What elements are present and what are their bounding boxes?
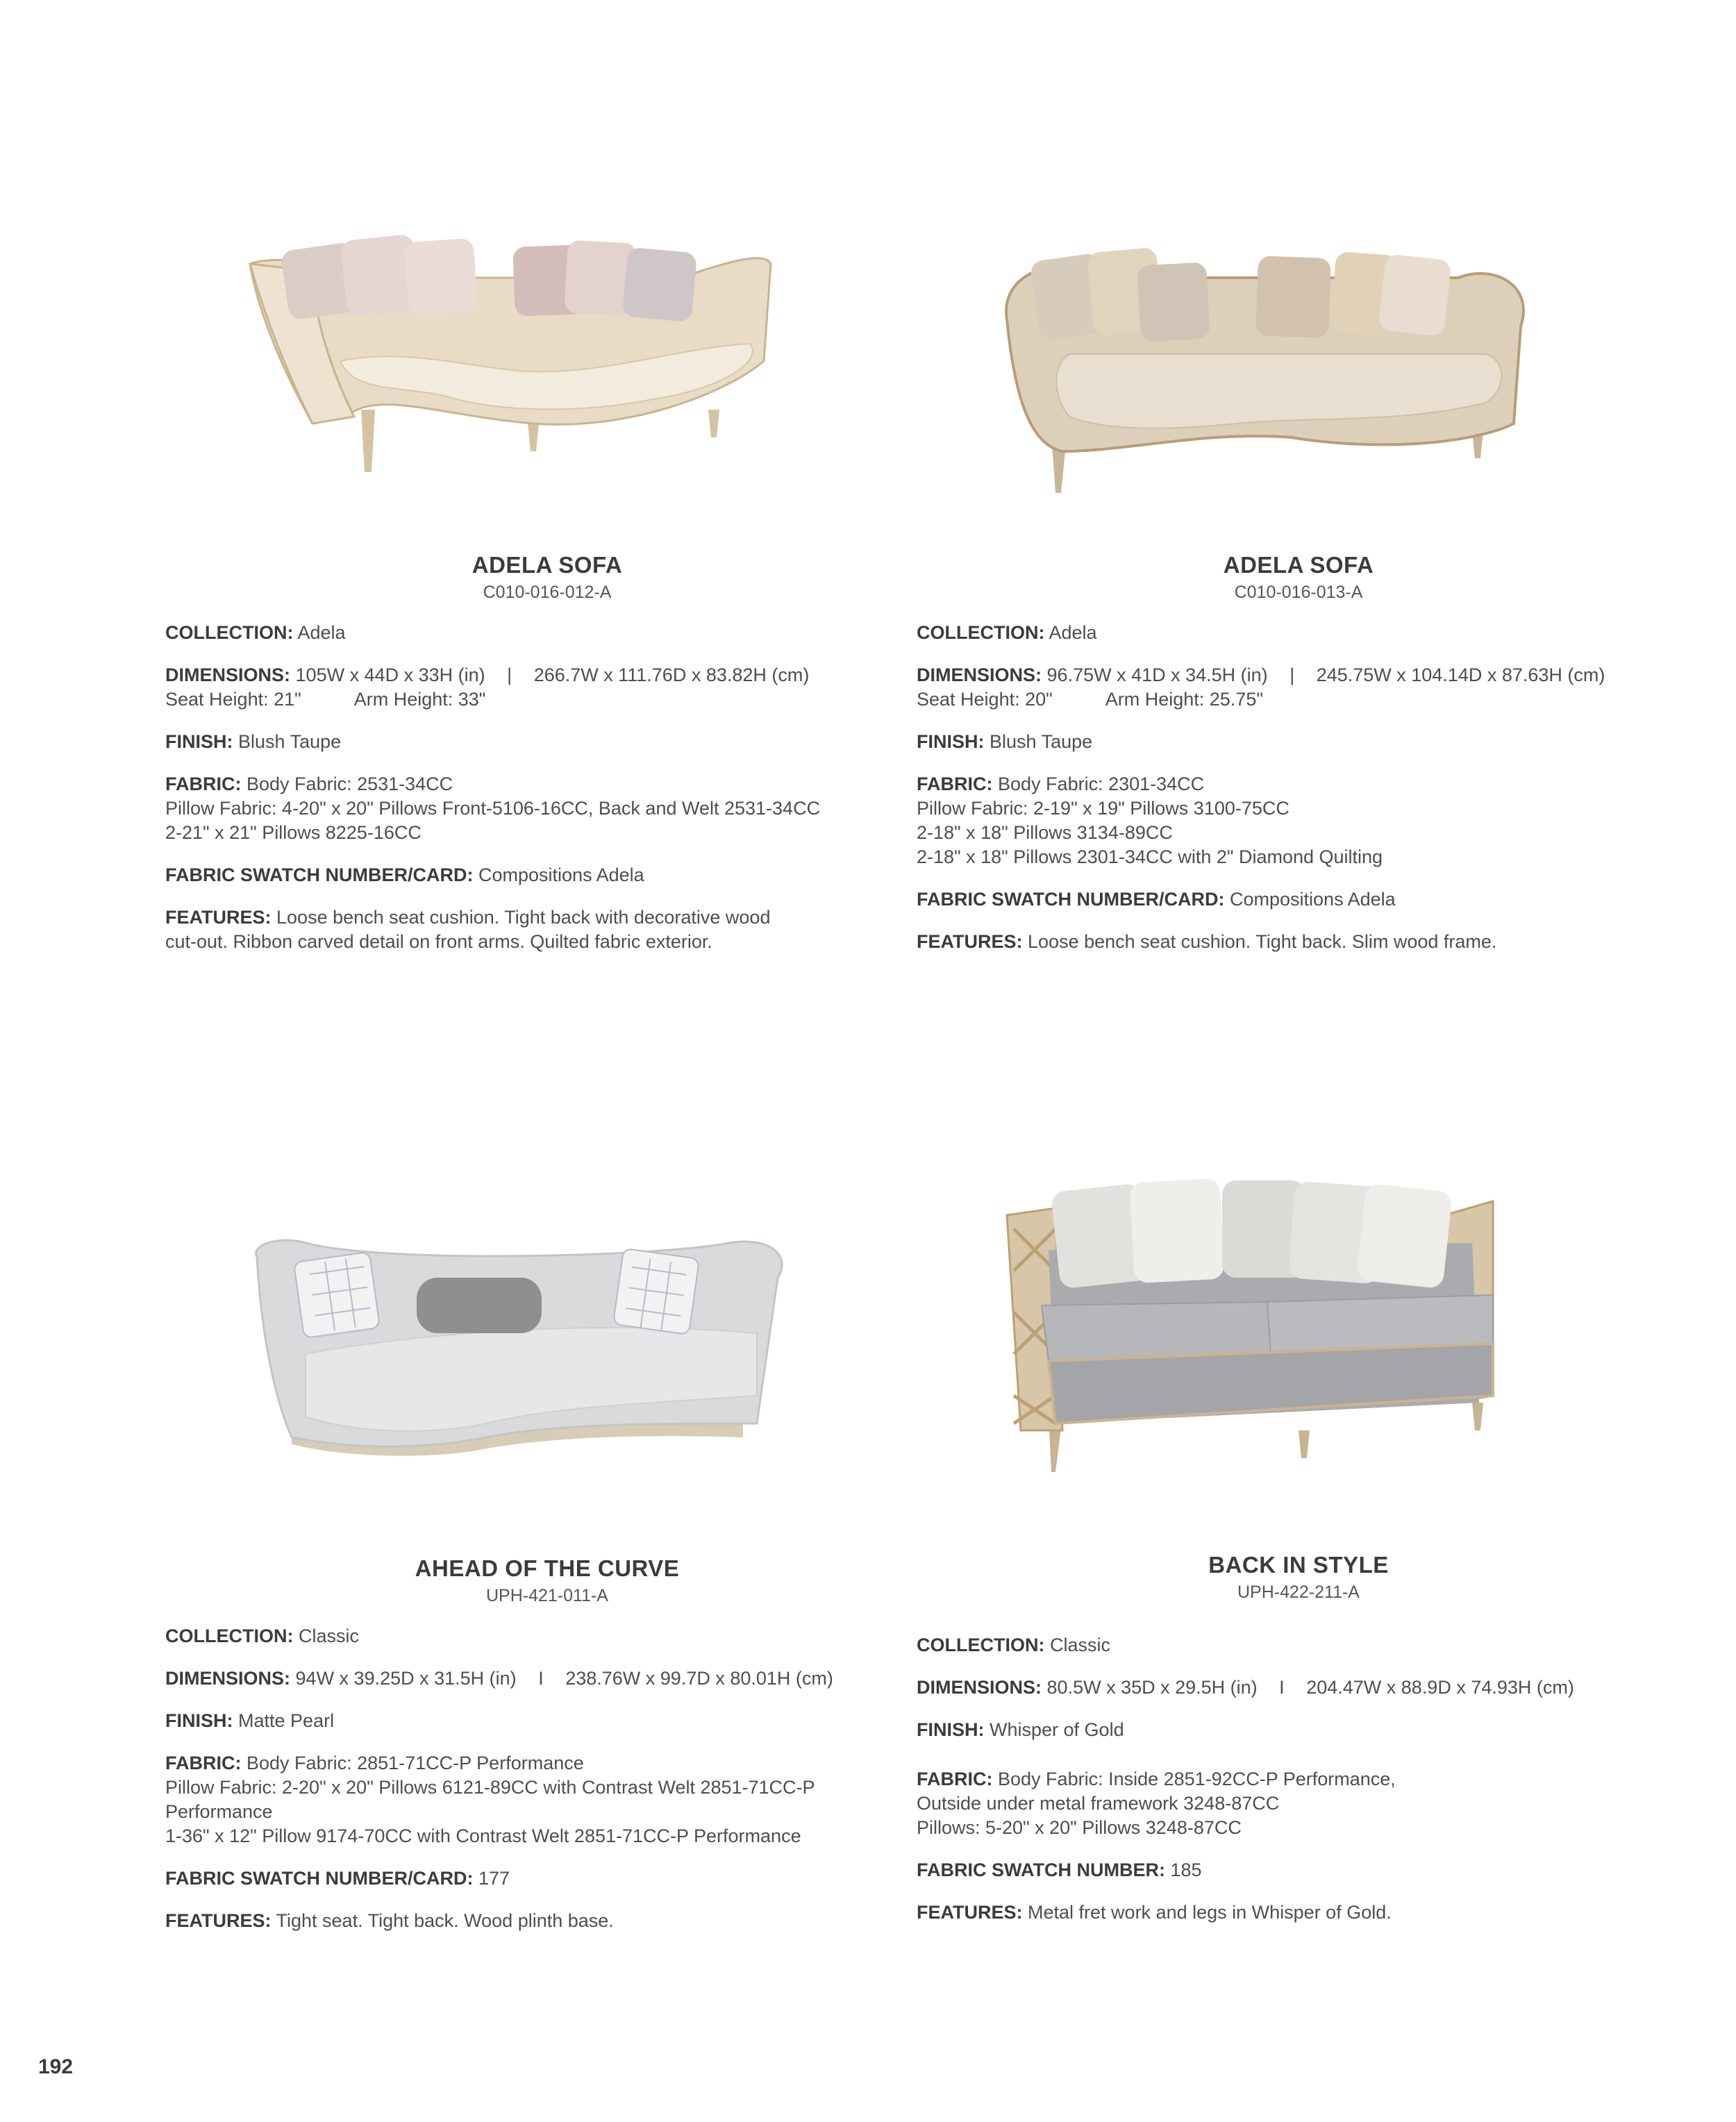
dimensions-cm: 245.75W x 104.14D x 87.63H (cm) — [1316, 665, 1605, 685]
features-field — [917, 930, 1680, 954]
features-line: Loose bench seat cushion. Tight back. Slim wood frame. — [1028, 931, 1497, 952]
product-sku: C010-016-013-A — [1234, 583, 1363, 602]
features-line: Metal fret work and legs in Whisper of Gold. — [1028, 1902, 1392, 1923]
swatch-label: FABRIC SWATCH NUMBER/CARD: — [165, 1868, 474, 1889]
swatch-value: 177 — [478, 1868, 510, 1889]
swatch-field — [165, 1866, 929, 1891]
finish-label: FINISH: — [917, 1719, 985, 1740]
product-card-adela-sofa-012 — [165, 552, 929, 954]
product-title: AHEAD OF THE CURVE — [415, 1555, 680, 1581]
collection-value: Adela — [297, 622, 346, 643]
swatch-label: FABRIC SWATCH NUMBER/CARD: — [165, 864, 474, 885]
product-photo-back-in-style — [993, 1167, 1535, 1479]
fabric-line: Pillow Fabric: 2-20" x 20" Pillows 6121-89CC with Contrast Welt 2851-71CC-P — [165, 1777, 815, 1798]
fabric-label: FABRIC: — [917, 1769, 993, 1789]
finish-field — [165, 730, 929, 754]
fabric-label: FABRIC: — [165, 1753, 242, 1773]
fabric-line: Body Fabric: Inside 2851-92CC-P Performance, — [998, 1769, 1396, 1789]
finish-field — [165, 1709, 929, 1733]
collection-value: Adela — [1049, 622, 1097, 643]
product-title: ADELA SOFA — [1223, 552, 1374, 578]
dimensions-label: DIMENSIONS: — [165, 665, 291, 685]
fabric-line: Body Fabric: 2301-34CC — [998, 774, 1205, 794]
collection-field — [917, 621, 1680, 645]
dimensions-field — [917, 663, 1680, 712]
product-card-back-in-style — [917, 1552, 1680, 1925]
dimensions-cm: 266.7W x 111.76D x 83.82H (cm) — [533, 665, 810, 685]
product-title: BACK IN STYLE — [1208, 1552, 1389, 1578]
swatch-value: 185 — [1170, 1860, 1202, 1880]
dimensions-field — [165, 663, 929, 712]
features-label: FEATURES: — [165, 1910, 272, 1931]
dimensions-inches: 80.5W x 35D x 29.5H (in) — [1046, 1677, 1258, 1698]
fabric-line: Performance — [165, 1801, 273, 1822]
collection-field — [165, 1624, 929, 1648]
finish-value: Blush Taupe — [238, 731, 342, 752]
seat-height: Seat Height: 20" — [917, 689, 1053, 710]
fabric-label: FABRIC: — [917, 774, 993, 794]
arm-height: Arm Height: 33" — [353, 689, 486, 710]
swatch-label: FABRIC SWATCH NUMBER: — [917, 1860, 1165, 1880]
finish-value: Matte Pearl — [238, 1710, 335, 1731]
features-label: FEATURES: — [917, 1902, 1023, 1923]
dimensions-label: DIMENSIONS: — [165, 1668, 291, 1689]
collection-value: Classic — [299, 1626, 360, 1646]
dimensions-field — [917, 1676, 1680, 1700]
product-card-ahead-of-the-curve — [165, 1555, 929, 1933]
collection-value: Classic — [1050, 1635, 1111, 1655]
fabric-line: 1-36" x 12" Pillow 9174-70CC with Contrast Welt 2851-71CC-P Performance — [165, 1826, 801, 1846]
fabric-line: Outside under metal framework 3248-87CC — [917, 1793, 1280, 1814]
collection-label: COLLECTION: — [165, 1626, 294, 1646]
fabric-line: Body Fabric: 2531-34CC — [247, 774, 453, 794]
collection-label: COLLECTION: — [165, 622, 294, 643]
swatch-value: Compositions Adela — [1230, 889, 1396, 910]
product-photo-ahead-of-the-curve — [243, 1215, 806, 1479]
features-line: cut-out. Ribbon carved detail on front arms. Quilted fabric exterior. — [165, 931, 712, 952]
fabric-line: Pillow Fabric: 4-20" x 20" Pillows Front-5106-16CC, Back and Welt 2531-34CC — [165, 798, 821, 819]
swatch-label: FABRIC SWATCH NUMBER/CARD: — [917, 889, 1225, 910]
fabric-line: 2-21" x 21" Pillows 8225-16CC — [165, 822, 422, 843]
product-sku: UPH-422-211-A — [1237, 1582, 1360, 1602]
product-card-adela-sofa-013 — [917, 552, 1680, 954]
collection-field — [917, 1633, 1680, 1657]
dimensions-field — [165, 1666, 929, 1691]
features-field — [165, 905, 929, 954]
fabric-line: Body Fabric: 2851-71CC-P Performance — [247, 1753, 584, 1773]
features-line: Loose bench seat cushion. Tight back with decorative wood — [276, 907, 771, 928]
sofa-illustration — [986, 215, 1542, 507]
swatch-field — [917, 1858, 1680, 1882]
collection-field — [165, 621, 929, 645]
fabric-field — [165, 1751, 929, 1848]
fabric-line: Pillow Fabric: 2-19" x 19" Pillows 3100-75CC — [917, 798, 1290, 819]
dimensions-separator: I — [538, 1668, 544, 1689]
dimensions-separator: | — [507, 665, 512, 685]
sofa-illustration — [993, 1167, 1535, 1479]
dimensions-inches: 94W x 39.25D x 31.5H (in) — [295, 1668, 517, 1689]
fabric-line: 2-18" x 18" Pillows 2301-34CC with 2" Diamond Quilting — [917, 846, 1383, 867]
dimensions-label: DIMENSIONS: — [917, 1677, 1042, 1698]
collection-label: COLLECTION: — [917, 1635, 1045, 1655]
product-sku: C010-016-012-A — [483, 583, 612, 602]
dimensions-separator: I — [1279, 1677, 1285, 1698]
fabric-field — [917, 772, 1680, 869]
product-sku: UPH-421-011-A — [485, 1586, 608, 1605]
dimensions-inches: 96.75W x 41D x 34.5H (in) — [1046, 665, 1268, 685]
features-label: FEATURES: — [917, 931, 1023, 952]
sofa-illustration — [243, 1215, 806, 1479]
fabric-field — [165, 772, 929, 845]
dimensions-cm: 238.76W x 99.7D x 80.01H (cm) — [565, 1668, 833, 1689]
dimensions-inches: 105W x 44D x 33H (in) — [295, 665, 485, 685]
seat-height: Seat Height: 21" — [165, 689, 301, 710]
product-photo-adela-sofa-013 — [986, 215, 1542, 507]
finish-label: FINISH: — [165, 1710, 233, 1731]
product-photo-adela-sofa-012 — [236, 222, 806, 486]
features-field — [165, 1909, 929, 1933]
finish-label: FINISH: — [917, 731, 985, 752]
swatch-field — [917, 887, 1680, 912]
features-label: FEATURES: — [165, 907, 272, 928]
finish-value: Whisper of Gold — [990, 1719, 1124, 1740]
fabric-field — [917, 1767, 1680, 1840]
swatch-field — [165, 863, 929, 887]
features-field — [917, 1900, 1680, 1925]
sofa-illustration — [236, 222, 806, 486]
finish-field — [917, 730, 1680, 754]
finish-field — [917, 1718, 1680, 1742]
features-line: Tight seat. Tight back. Wood plinth base. — [276, 1910, 614, 1931]
finish-label: FINISH: — [165, 731, 233, 752]
arm-height: Arm Height: 25.75" — [1105, 689, 1263, 710]
finish-value: Blush Taupe — [990, 731, 1093, 752]
product-title: ADELA SOFA — [471, 552, 623, 578]
dimensions-cm: 204.47W x 88.9D x 74.93H (cm) — [1306, 1677, 1574, 1698]
fabric-line: 2-18" x 18" Pillows 3134-89CC — [917, 822, 1173, 843]
dimensions-separator: | — [1290, 665, 1295, 685]
dimensions-label: DIMENSIONS: — [917, 665, 1042, 685]
page-number: 192 — [38, 2055, 74, 2078]
fabric-line: Pillows: 5-20" x 20" Pillows 3248-87CC — [917, 1817, 1242, 1838]
swatch-value: Compositions Adela — [478, 864, 644, 885]
fabric-label: FABRIC: — [165, 774, 242, 794]
collection-label: COLLECTION: — [917, 622, 1045, 643]
